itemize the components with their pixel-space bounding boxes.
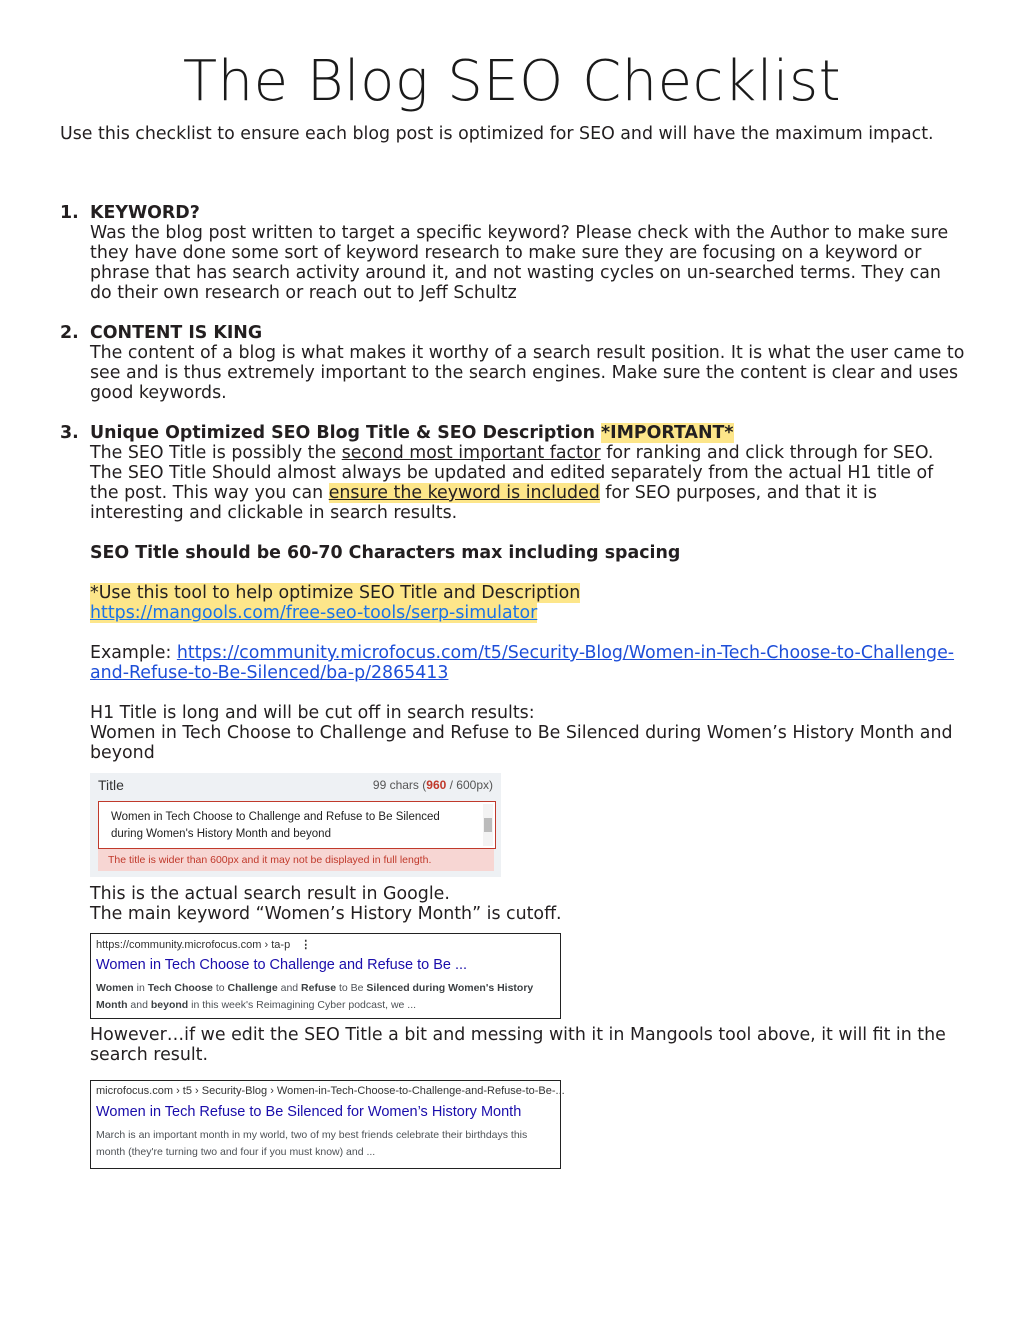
important-flag: *IMPORTANT*	[601, 423, 734, 443]
google-result-edited	[90, 1080, 565, 1169]
h1-note	[90, 703, 965, 763]
pixel-limit: / 600px)	[446, 778, 493, 792]
item-heading: CONTENT IS KING	[90, 323, 263, 343]
tool-link-wrap	[90, 603, 537, 623]
note-line: The main keyword “Women’s History Month” is cutoff.	[90, 904, 562, 924]
result-url-text: https://community.microfocus.com › ta-p	[96, 939, 291, 951]
google-result-original	[90, 933, 561, 1019]
item-heading	[90, 423, 965, 443]
char-counter	[373, 778, 493, 792]
result-title: Women in Tech Refuse to Be Silenced for Women’s History Month	[96, 1104, 522, 1120]
intro-paragraph: Use this checklist to ensure each blog post is optimized for SEO and will have the maximum impact.	[60, 124, 934, 144]
h1-title-example: Women in Tech Choose to Challenge and Refuse to Be Silenced during Women’s History Month and beyond	[90, 723, 953, 763]
title-field-label: Title	[98, 777, 124, 793]
example-link[interactable]: https://community.microfocus.com/t5/Security-Blog/Women-in-Tech-Choose-to-Challenge-and-Refuse-to-Be-Silenced/ba-p/2865413	[90, 643, 955, 683]
tool-note	[90, 583, 965, 623]
example-line	[90, 643, 965, 683]
checklist-item-seo-title	[60, 423, 965, 763]
item-number: 3.	[60, 423, 79, 443]
actual-result-note	[90, 884, 965, 924]
text-run: for ranking and click through for SEO. The SEO Title Should almost always be updated and edited separately from the actual H1 title of the post. This way you can	[90, 443, 934, 503]
result-title: Women in Tech Choose to Challenge and Refuse to Be ...	[96, 957, 468, 973]
page-title: The Blog SEO Checklist	[182, 49, 842, 114]
text-run: for SEO purposes, and that it is interesting and clickable in search results.	[90, 483, 877, 523]
note-line: This is the actual search result in Google.	[90, 884, 450, 904]
char-count: 99 chars (	[372, 778, 427, 792]
item-number: 2.	[60, 323, 79, 343]
result-url	[96, 938, 311, 951]
result-snippet: March is an important month in my world, two of my best friends celebrate their birthdays this month (they're turning two and four if you must know) and ...	[96, 1129, 528, 1158]
highlighted-phrase: ensure the keyword is included	[328, 483, 600, 503]
item-text: The content of a blog is what makes it worthy of a search result position. It is what the user came to see and is thus extremely important to the search engines. Make sure the content is clear and uses good keywords.	[90, 343, 965, 403]
checklist-item-content	[60, 323, 965, 403]
pixel-width: 960	[426, 778, 447, 792]
text-run: The SEO Title is possibly the	[90, 443, 342, 463]
title-textarea-value: Women in Tech Choose to Challenge and Refuse to Be Silenced during Women's History Month and beyond	[111, 811, 440, 840]
max-length-note: SEO Title should be 60-70 Characters max including spacing	[90, 543, 681, 563]
underlined-phrase: second most important factor	[341, 443, 601, 463]
item-heading-text: Unique Optimized SEO Blog Title & SEO Description	[90, 423, 595, 443]
serp-simulator-link[interactable]: https://mangools.com/free-seo-tools/serp-simulator	[90, 603, 538, 623]
width-warning-text: The title is wider than 600px and it may not be displayed in full length.	[108, 854, 432, 866]
item-number: 1.	[60, 203, 79, 223]
result-url: microfocus.com › t5 › Security-Blog › Women-in-Tech-Choose-to-Challenge-and-Refuse-to-Be-...	[96, 1085, 565, 1097]
mangools-title-screenshot	[90, 773, 501, 877]
item-text	[90, 443, 965, 523]
item-text: Was the blog post written to target a specific keyword? Please check with the Author to make sure they have done some sort of keyword research to make sure they are focusing on a keyword or phrase that has search activity around it, and not wasting cycles on un-searched terms. They can do their own research or reach out to Jeff Schultz	[90, 223, 949, 303]
checklist-item-keyword	[60, 203, 965, 303]
title-textarea	[98, 801, 496, 849]
result-snippet: Women in Tech Choose to Challenge and Refuse to Be Silenced during Women's History Month and beyond in this week's Reimagining Cyber podcast, we ...	[96, 982, 534, 1011]
tool-note-text: *Use this tool to help optimize SEO Title and Description	[90, 583, 581, 603]
h1-note-line: H1 Title is long and will be cut off in search results:	[90, 703, 535, 723]
item-heading: KEYWORD?	[90, 203, 200, 223]
however-note: However…if we edit the SEO Title a bit and messing with it in Mangools tool above, it will fit in the search result.	[90, 1025, 946, 1065]
more-options-icon: ⋮	[300, 939, 312, 951]
width-warning	[98, 849, 494, 871]
scrollbar	[483, 804, 493, 846]
example-label: Example:	[90, 643, 177, 663]
